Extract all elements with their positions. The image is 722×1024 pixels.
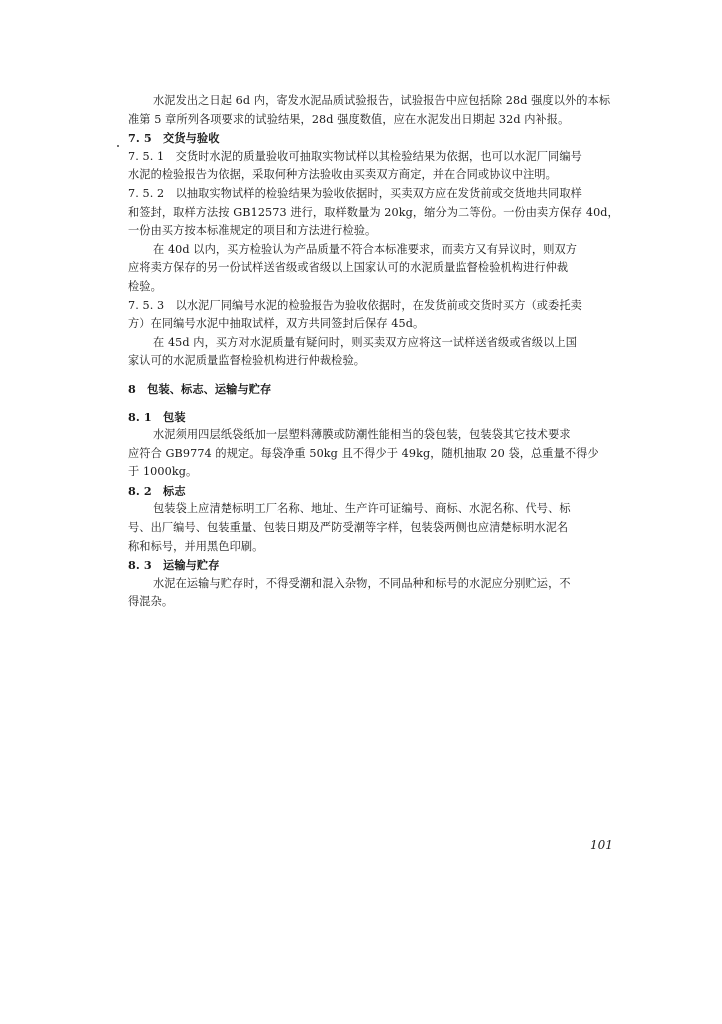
- text-line: 水泥在运输与贮存时，不得受潮和混入杂物，不同品种和标号的水泥应分别贮运，不: [153, 576, 571, 590]
- clause-7-5-3-continued: [128, 334, 628, 371]
- section-heading-8-3: 8. 3 运输与贮存: [128, 558, 220, 573]
- clause-8-2: [128, 500, 628, 556]
- text-line: 称和标号，并用黑色印刷。: [128, 539, 264, 553]
- text-line: 方）在同编号水泥中抽取试样，双方共同签封后保存 45d。: [128, 317, 425, 331]
- document-body: [128, 92, 628, 612]
- text-line: 于 1000kg。: [128, 465, 198, 479]
- text-line: 7. 5. 1 交货时水泥的质量验收可抽取实物试样以其检验结果为依据，也可以水泥厂同编号: [128, 149, 582, 163]
- clause-7-5-2: [128, 185, 628, 241]
- text-line: 在 45d 内，买方对水泥质量有疑问时，则买卖双方应将这一试样送省级或省级以上国: [153, 335, 578, 349]
- text-line: 水泥须用四层纸袋纸加一层塑料薄膜或防潮性能相当的袋包装，包装袋其它技术要求: [153, 428, 571, 442]
- text-line: 应符合 GB9774 的规定。每袋净重 50kg 且不得少于 49kg，随机抽取 20 袋，总重量不得少: [128, 446, 599, 460]
- text-line: 和签封，取样方法按 GB12573 进行，取样数量为 20kg，缩分为二等份。一份由卖方保存 40d，: [128, 205, 619, 219]
- section-heading-8-2: 8. 2 标志: [128, 483, 186, 498]
- clause-7-5-1: [128, 148, 628, 185]
- text-line: 应将卖方保存的另一份试样送省级或省级以上国家认可的水泥质量监督检验机构进行仲裁: [128, 261, 569, 275]
- clause-8-1: [128, 426, 628, 482]
- text-line: 家认可的水泥质量监督检验机构进行仲裁检验。: [128, 354, 366, 368]
- text-line: 在 40d 以内，买方检验认为产品质量不符合本标准要求，而卖方又有异议时，则双方: [153, 242, 578, 256]
- clause-7-5-2-continued: [128, 241, 628, 297]
- text-line: 水泥的检验报告为依据，采取何种方法验收由买卖双方商定，并在合同或协议中注明。: [128, 168, 557, 182]
- text-line: 7. 5. 3 以水泥厂同编号水泥的检验报告为验收依据时，在发货前或交货时买方（或委托卖: [128, 298, 582, 312]
- text-line: 水泥发出之日起 6d 内，寄发水泥品质试验报告，试验报告中应包括除 28d 强度以外的本标: [153, 94, 611, 107]
- scan-speck: [117, 145, 119, 147]
- chapter-heading-8: 8 包装、标志、运输与贮存: [128, 381, 272, 396]
- text-line: 号、出厂编号、包装重量、包装日期及严防受潮等字样，包装袋两侧也应清楚标明水泥名: [128, 521, 569, 535]
- clause-8-3: [128, 575, 628, 612]
- section-heading-7-5: 7. 5 交货与验收: [128, 131, 220, 146]
- text-line: 检验。: [128, 279, 162, 293]
- clause-7-5-3: [128, 297, 628, 334]
- text-line: 得混杂。: [128, 595, 174, 609]
- paragraph-shipping-report: [128, 92, 628, 129]
- text-line: 一份由买方按本标准规定的项目和方法进行检验。: [128, 224, 377, 238]
- text-line: 包装袋上应清楚标明工厂名称、地址、生产许可证编号、商标、水泥名称、代号、标: [153, 502, 571, 516]
- text-line: 7. 5. 2 以抽取实物试样的检验结果为验收依据时，买卖双方应在发货前或交货地共同取样: [128, 186, 582, 200]
- section-heading-8-1: 8. 1 包装: [128, 409, 186, 424]
- page-number: 101: [590, 838, 613, 852]
- text-line: 准第 5 章所列各项要求的试验结果，28d 强度数值，应在水泥发出日期起 32d 内补报。: [128, 112, 570, 126]
